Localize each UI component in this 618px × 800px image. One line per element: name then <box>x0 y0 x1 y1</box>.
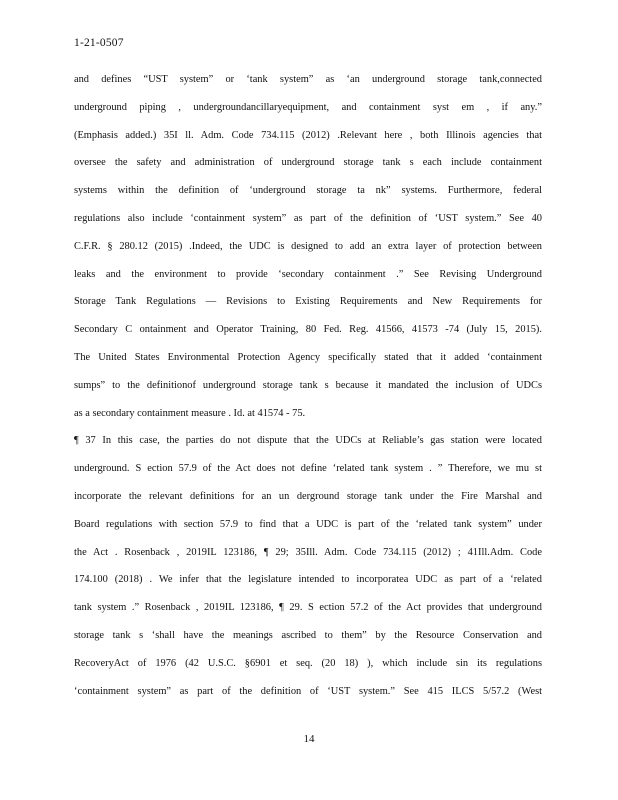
text-line: 174.100 (2018) . We infer that the legislature intended to incorporatea UDC as part of a ‘related <box>74 574 542 586</box>
text-line: Secondary C ontainment and Operator Training, 80 Fed. Reg. 41566, 41573 -74 (July 15, 2015). <box>74 324 542 336</box>
text-line: storage tank s ‘shall have the meanings ascribed to them” by the Resource Conservation and <box>74 629 542 641</box>
text-line: sumps” to the definitionof underground storage tank s because it mandated the inclusion of UDCs <box>74 379 542 391</box>
text-line: systems within the definition of ‘underground storage ta nk” systems. Furthermore, federal <box>74 185 542 197</box>
text-line: ¶ 37 In this case, the parties do not dispute that the UDCs at Reliable’s gas station were located <box>74 435 542 447</box>
text-line: underground piping , undergroundancillaryequipment, and containment syst em , if any.” <box>74 101 542 113</box>
text-line: regulations also include ‘containment system” as part of the definition of ‘UST system.” See 40 <box>74 212 542 224</box>
text-line: incorporate the relevant definitions for an un derground storage tank under the Fire Marshal and <box>74 490 542 502</box>
text-line: C.F.R. § 280.12 (2015) .Indeed, the UDC is designed to add an extra layer of protection between <box>74 240 542 252</box>
text-line: as a secondary containment measure . Id. at 41574 - 75. <box>74 407 306 419</box>
text-line: leaks and the environment to provide ‘secondary containment .” See Revising Underground <box>74 268 542 280</box>
text-line: underground. S ection 57.9 of the Act does not define ‘related tank system . ” Therefore, we mu st <box>74 463 542 475</box>
text-line: The United States Environmental Protection Agency specifically stated that it added ‘containment <box>74 351 542 363</box>
page-number: 14 <box>303 733 315 745</box>
text-line: (Emphasis added.) 35I ll. Adm. Code 734.115 (2012) .Relevant here , both Illinois agencies that <box>74 129 542 141</box>
text-line: the Act . Rosenback , 2019IL 123186, ¶ 29; 35Ill. Adm. Code 734.115 (2012) ; 41Ill.Adm. Code <box>74 546 542 558</box>
text-line: tank system .” Rosenback , 2019IL 123186, ¶ 29. S ection 57.2 of the Act provides that underground <box>74 602 542 614</box>
text-line: ‘containment system” as part of the definition of ‘UST system.” See 415 ILCS 5/57.2 (West <box>74 685 542 697</box>
text-line: Board regulations with section 57.9 to find that a UDC is part of the ‘related tank system” under <box>74 518 542 530</box>
docket-number: 1-21-0507 <box>74 37 124 49</box>
text-line: Storage Tank Regulations — Revisions to Existing Requirements and New Requirements for <box>74 296 542 308</box>
body-text <box>74 70 542 709</box>
text-line: oversee the safety and administration of underground storage tank s each include containment <box>74 157 542 169</box>
text-line: RecoveryAct of 1976 (42 U.S.C. §6901 et seq. (20 18) ), which include sin its regulations <box>74 657 542 669</box>
text-line: and defines “UST system” or ‘tank system” as ‘an underground storage tank,connected <box>74 74 542 85</box>
